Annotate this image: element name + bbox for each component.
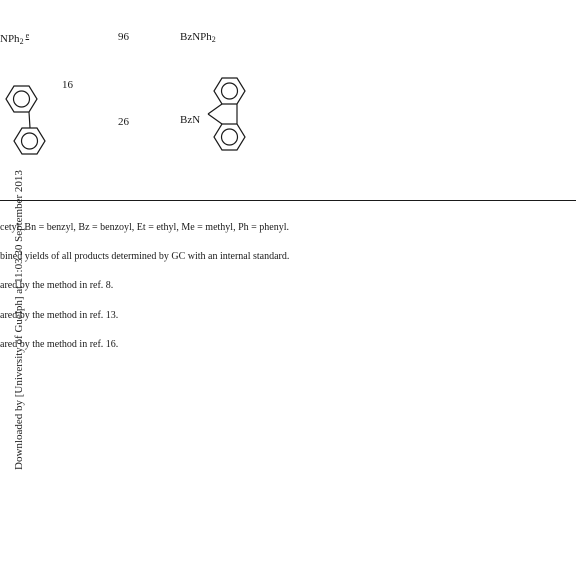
- table-bottom-rule: [0, 200, 576, 201]
- row1-substrate-note: e: [25, 31, 30, 40]
- row2-yield: 26: [118, 116, 129, 128]
- row1-yield: 96: [118, 31, 129, 43]
- download-watermark-text: Downloaded by [University of Guelph] at 11:03 30 September 2013: [13, 170, 25, 470]
- footnote-ref8: ared by the method in ref. 8.: [0, 280, 114, 291]
- row2-substrate-time: 16: [62, 79, 73, 91]
- footnote-yields: bined yields of all products determined by GC with an internal standard.: [0, 251, 290, 262]
- download-watermark: [0, 0, 25, 576]
- row1-product: [180, 31, 216, 44]
- product-structure: [200, 72, 260, 157]
- row1-product-sub: 2: [211, 35, 216, 44]
- row2-product-label: BzN: [180, 114, 201, 126]
- footnote-abbreviations: cetyl, Bn = benzyl, Bz = benzoyl, Et = ethyl, Me = methyl, Ph = phenyl.: [0, 222, 289, 233]
- row1-product-prefix: BzNPh: [180, 31, 212, 43]
- row1-substrate-prefix: NPh: [0, 33, 20, 45]
- footnote-ref16: ared by the method in ref. 16.: [0, 339, 119, 350]
- row1-substrate-sub: 2: [19, 37, 24, 46]
- footnote-ref13: ared by the method in ref. 13.: [0, 310, 119, 321]
